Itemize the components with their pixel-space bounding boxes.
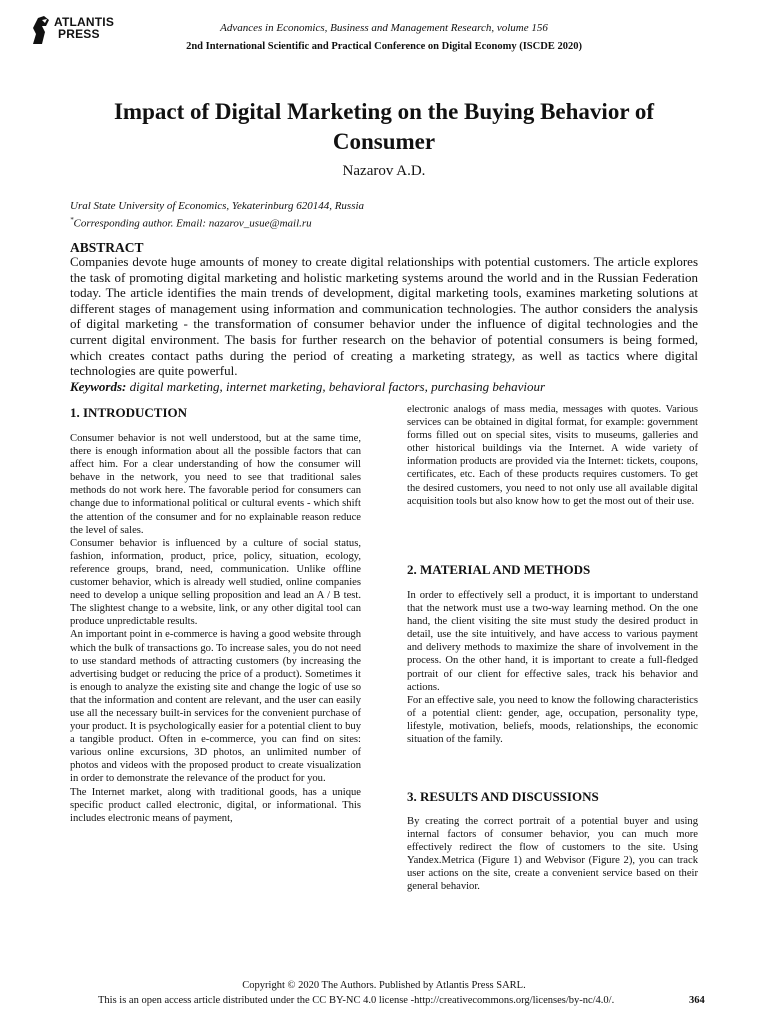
logo-text-line2: PRESS (58, 27, 100, 41)
conference-line: 2nd International Scientific and Practical Conference on Digital Economy (ISCDE 2020) (186, 41, 582, 52)
section-heading-methods: 2. MATERIAL AND METHODS (407, 562, 591, 577)
page-number: 364 (689, 995, 705, 1006)
corresponding-author (70, 213, 364, 231)
corresponding-mark: * (70, 216, 74, 224)
keywords-label: Keywords: (70, 379, 127, 394)
journal-line: Advances in Economics, Business and Management Research, volume 156 (220, 22, 548, 34)
methods-body (407, 589, 698, 746)
keywords (70, 379, 710, 395)
keywords-list: digital marketing, internet marketing, behavioral factors, purchasing behaviour (129, 379, 546, 394)
intro-paragraph-4: The Internet market, along with traditional goods, has a unique specific product called electronic, digital, or informational. This includes electronic means of payment, (70, 786, 361, 824)
paper-title: Impact of Digital Marketing on the Buying Behavior of Consumer (113, 99, 655, 154)
affiliation-block (70, 199, 364, 231)
abstract-text: Companies devote huge amounts of money to create digital relationships with potential customers. The article explores the task of promoting digital marketing and holistic marketing systems around the world and in the Russian Federation today. The article identifies the main trends of development, digital marketing tools, examines marketing solutions at different stages of management using information and communication technologies. The author considers the analysis of digital marketing - the transformation of consumer behavior under the influence of digital technologies and the current digital environment. The basis for further research on the behavior of potential consumers is being formed, which creates contact paths during the period of creating a marketing strategy, as well as tactics where digital technologies are quite powerful. (70, 254, 698, 379)
affiliation: Ural State University of Economics, Yekaterinburg 620144, Russia (70, 200, 365, 212)
author-name: Nazarov A.D. (342, 163, 426, 179)
results-paragraph-1: By creating the correct portrait of a potential buyer and using internal factors of consumer behavior, you can much more effectively redirect the flow of customers to the site. Using Yandex.Metrica (Figure 1) and Webvisor (Figure 2), you can track user actions on the site, create a convenient service based on their general behavior. (407, 816, 698, 893)
corresponding-text: Corresponding author. Email: nazarov_usue@mail.ru (73, 217, 312, 230)
intro-paragraph-1: Consumer behavior is not well understood, but at the same time, there is enough information about all the possible factors that can affect him. For a clear understanding of how the consumer will behave in the network, you need to see that traditional sales methods do not work here. The favorable period for consumers can change due to informational political or cultural events - which shift the attention of the consumer and for no explainable reason reduce the level of sales. (70, 433, 361, 536)
methods-paragraph-1: In order to effectively sell a product, it is important to understand that the network must use a two-way learning method. On the one hand, the client visiting the site must study the desired product in detail, use the site intuitively, and have access to various payment and delivery methods to maximize the share of involvement in the process. On the other hand, it is important to create a full-fledged portrait of our client for effective sales, track his behavior and actions. (407, 590, 698, 693)
methods-paragraph-2: For an effective sale, you need to know the following characteristics of a potential client: gender, age, occupation, personality type, lifestyle, motivation, beliefs, moods, relationships, the economic situation of the family. (407, 694, 698, 746)
footer-license: This is an open access article distributed under the CC BY-NC 4.0 license -http://creativecommons.org/licenses/by-nc/4.0/. (98, 995, 615, 1006)
logo-text-line1: ATLANTIS (54, 15, 115, 29)
footer-copyright: Copyright © 2020 The Authors. Published by Atlantis Press SARL. (242, 980, 526, 991)
abstract-heading: ABSTRACT (70, 240, 144, 255)
right-column-intro-continued (407, 403, 698, 508)
section-heading-introduction: 1. INTRODUCTION (70, 405, 188, 420)
section-heading-results: 3. RESULTS AND DISCUSSIONS (407, 789, 599, 804)
left-column (70, 432, 361, 825)
intro-paragraph-5: electronic analogs of mass media, messages with quotes. Various services can be obtained in digital format, for example: government forms filled out on special sites, visits to museums, galleries and other historical buildings via the Internet. A wide variety of information products are provided via the Internet: tickets, coupons, certificates, etc. Each of these products requires customers. To get the desired customers, you need to not only use all available digital acquisition tools but also know how to get the most out of their use. (407, 404, 698, 507)
intro-paragraph-3: An important point in e-commerce is having a good website through which the bulk of transactions go. To increase sales, you do not need to use standard methods of attracting customers (by increasing the advertising budget or reducing the price of a product). Sometimes it is enough to analyze the existing site and change the logic of use so that the information and content are relevant, and the user can easily use all the necessary built-in services for the convenient purchase of your product. It is psychologically easier for a potential client to buy a tangible product. Often in e-commerce, you can find on sites: various online excursions, 3D photos, an unlimited number of photos and videos with the proposed product to create visualization in order to demonstrate the relevance of the product for you. (70, 629, 361, 785)
intro-paragraph-2: Consumer behavior is influenced by a culture of social status, fashion, information, product, price, policy, situation, ecology, reference groups, brand, need, communication. Unlike offline customer behavior, which is already well studied, online companies need to develop a unique selling proposition and lead an A / B test. The slightest change to a website, link, or any other digital tool can produce unpredictable results. (70, 537, 361, 628)
results-body (407, 815, 698, 894)
